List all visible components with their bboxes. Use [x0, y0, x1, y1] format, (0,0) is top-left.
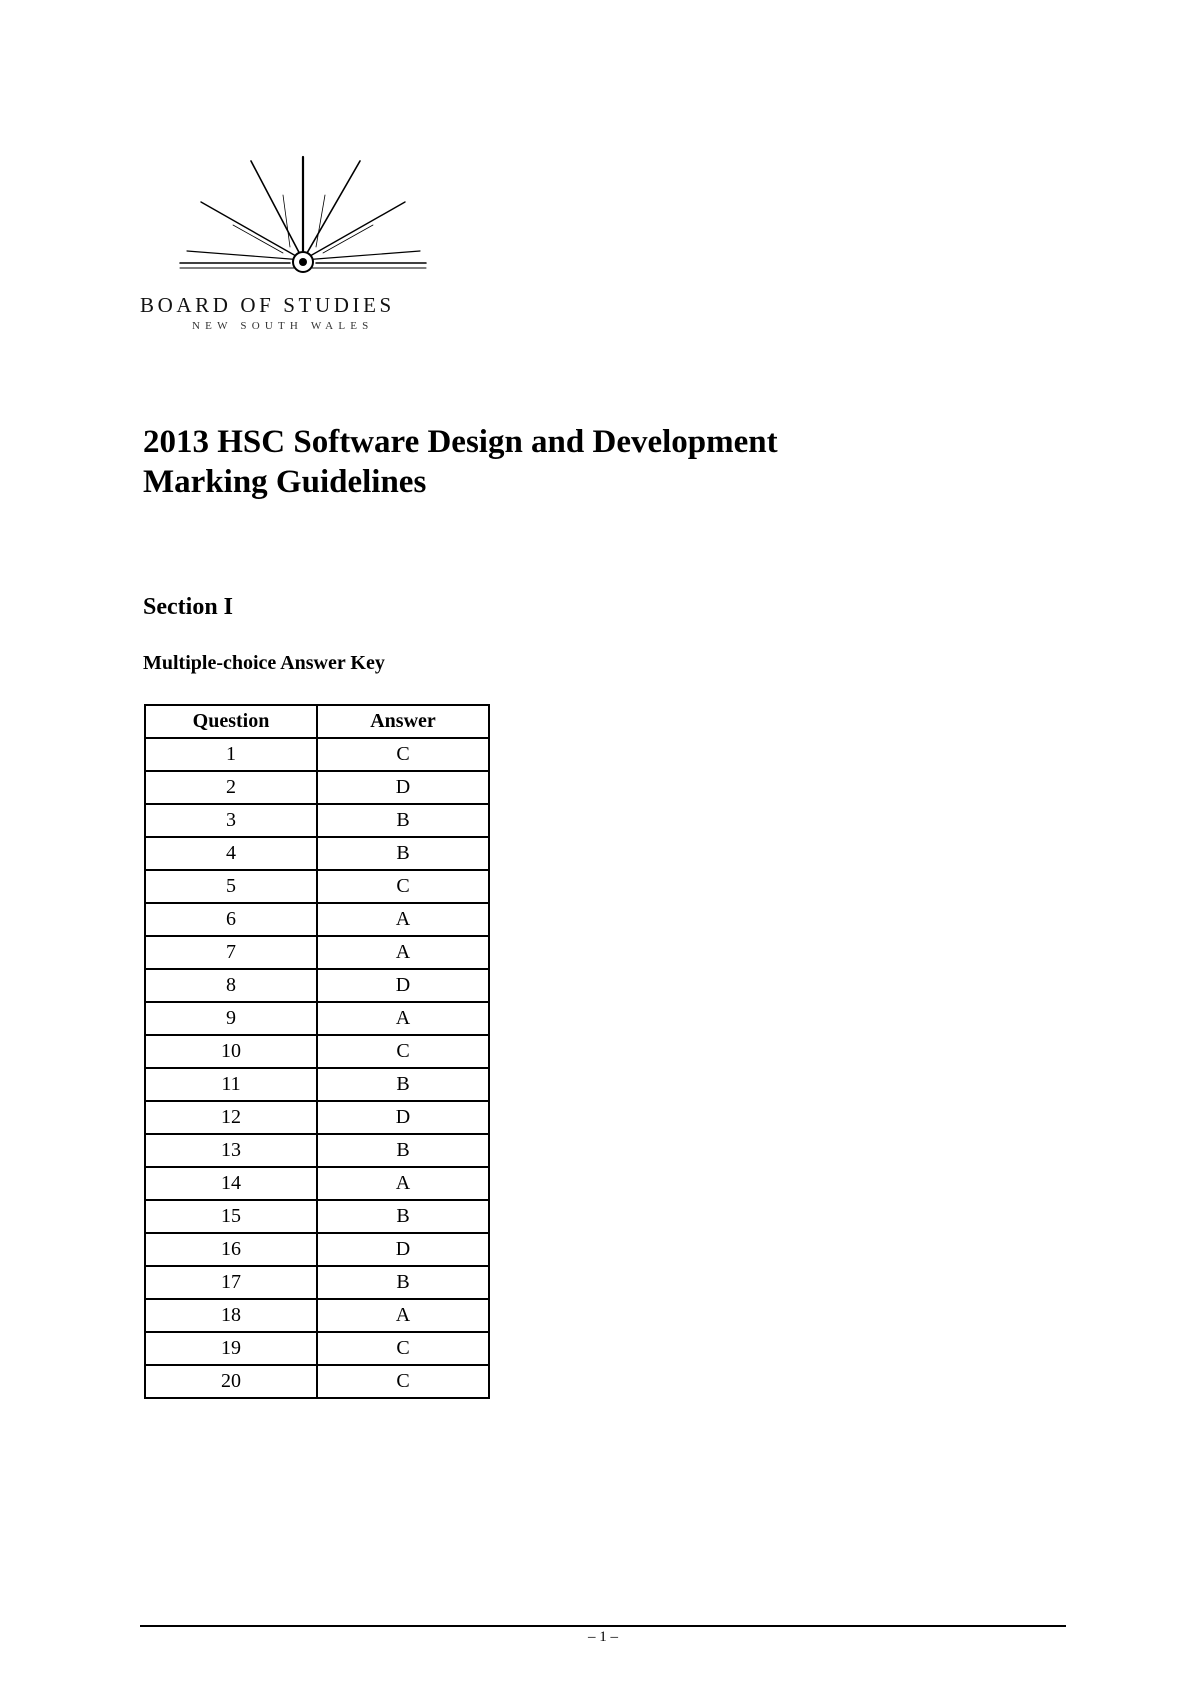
table-row	[145, 1233, 489, 1266]
table-row	[145, 1068, 489, 1101]
logo-subtitle: NEW SOUTH WALES	[192, 320, 374, 332]
question-number-cell: 12	[145, 1101, 317, 1134]
question-number-cell: 8	[145, 969, 317, 1002]
answer-cell: D	[317, 1233, 489, 1266]
answer-cell: A	[317, 1299, 489, 1332]
question-number-cell: 11	[145, 1068, 317, 1101]
logo-wordmark: BOARD OF STUDIES	[140, 293, 395, 317]
question-number-cell: 16	[145, 1233, 317, 1266]
answer-cell: B	[317, 1266, 489, 1299]
question-number-cell: 13	[145, 1134, 317, 1167]
table-header-row	[145, 705, 489, 738]
answer-key-table	[144, 704, 490, 1399]
question-number-cell: 3	[145, 804, 317, 837]
question-number-cell: 2	[145, 771, 317, 804]
question-number-cell: 18	[145, 1299, 317, 1332]
table-row	[145, 969, 489, 1002]
answer-cell: C	[317, 870, 489, 903]
answer-cell: B	[317, 1134, 489, 1167]
table-row	[145, 1299, 489, 1332]
question-number-cell: 5	[145, 870, 317, 903]
table-row	[145, 1035, 489, 1068]
answer-cell: C	[317, 738, 489, 771]
answer-column-header: Answer	[317, 705, 489, 738]
table-row	[145, 1134, 489, 1167]
question-number-cell: 15	[145, 1200, 317, 1233]
page-number: – 1 –	[588, 1629, 618, 1645]
table-row	[145, 870, 489, 903]
table-row	[145, 1200, 489, 1233]
question-number-cell: 9	[145, 1002, 317, 1035]
title-line-1: 2013 HSC Software Design and Development	[143, 424, 778, 460]
answer-key-heading: Multiple-choice Answer Key	[143, 652, 385, 674]
table-row	[145, 1167, 489, 1200]
question-number-cell: 19	[145, 1332, 317, 1365]
table-row	[145, 936, 489, 969]
answer-cell: A	[317, 936, 489, 969]
table-row	[145, 903, 489, 936]
question-number-cell: 6	[145, 903, 317, 936]
document-title	[143, 422, 778, 502]
question-number-cell: 20	[145, 1365, 317, 1398]
footer-divider	[140, 1625, 1066, 1627]
answer-cell: C	[317, 1035, 489, 1068]
title-line-2: Marking Guidelines	[143, 464, 427, 500]
table-row	[145, 804, 489, 837]
table-row	[145, 1332, 489, 1365]
answer-cell: D	[317, 1101, 489, 1134]
question-number-cell: 4	[145, 837, 317, 870]
question-number-cell: 14	[145, 1167, 317, 1200]
section-heading: Section I	[143, 594, 233, 620]
answer-key-body	[145, 738, 489, 1398]
question-number-cell: 10	[145, 1035, 317, 1068]
question-number-cell: 17	[145, 1266, 317, 1299]
answer-cell: B	[317, 1200, 489, 1233]
table-row	[145, 738, 489, 771]
table-row	[145, 771, 489, 804]
answer-cell: C	[317, 1332, 489, 1365]
answer-cell: D	[317, 969, 489, 1002]
answer-cell: B	[317, 837, 489, 870]
answer-cell: A	[317, 903, 489, 936]
answer-cell: A	[317, 1167, 489, 1200]
table-row	[145, 1365, 489, 1398]
table-row	[145, 1266, 489, 1299]
answer-cell: B	[317, 804, 489, 837]
answer-cell: C	[317, 1365, 489, 1398]
answer-cell: D	[317, 771, 489, 804]
answer-cell: B	[317, 1068, 489, 1101]
question-number-cell: 7	[145, 936, 317, 969]
table-row	[145, 1101, 489, 1134]
question-number-cell: 1	[145, 738, 317, 771]
question-column-header: Question	[145, 705, 317, 738]
table-row	[145, 1002, 489, 1035]
answer-cell: A	[317, 1002, 489, 1035]
table-row	[145, 837, 489, 870]
